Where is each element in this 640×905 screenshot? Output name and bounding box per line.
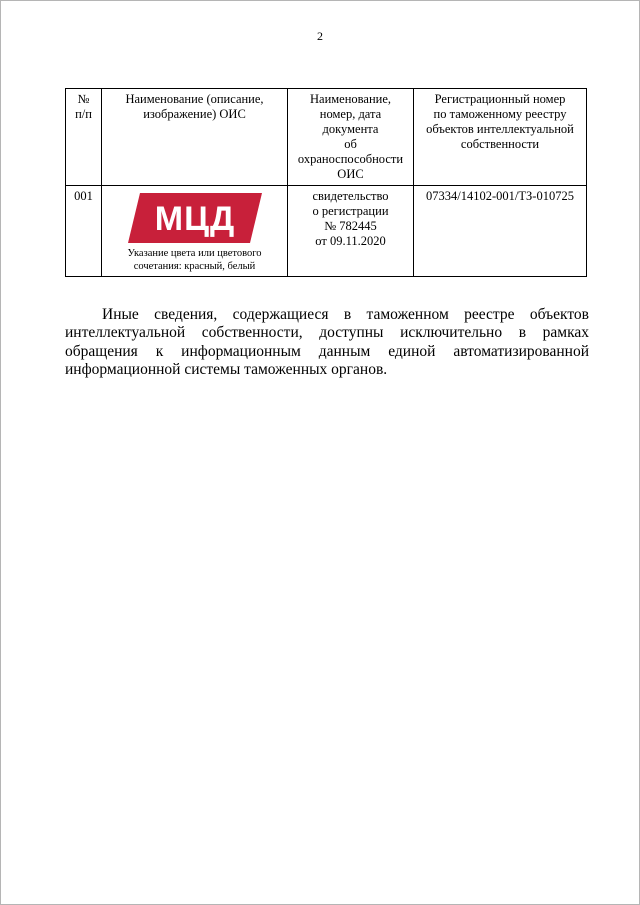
header-registration: Регистрационный номер по таможенному реестру объектов интеллектуальной собственности xyxy=(414,89,587,186)
header-name: Наименование (описание, изображение) ОИС xyxy=(102,89,288,186)
row-document: свидетельство о регистрации № 782445 от 09.11.2020 xyxy=(288,186,414,277)
header-document: Наименование, номер, дата документа об охраноспособности ОИС xyxy=(288,89,414,186)
table-header-row xyxy=(66,89,587,186)
registry-table xyxy=(65,88,587,277)
mcd-logo-image xyxy=(128,193,262,243)
row-number: 001 xyxy=(66,186,102,277)
row-registration-number: 07334/14102-001/ТЗ-010725 xyxy=(414,186,587,277)
row-trademark xyxy=(102,186,288,277)
header-number: № п/п xyxy=(66,89,102,186)
logo-text: МЦД xyxy=(154,200,235,238)
page-number: 2 xyxy=(317,29,323,43)
table-row xyxy=(66,186,587,277)
mcd-logo xyxy=(105,193,284,243)
color-caption: Указание цвета или цветового сочетания: красный, белый xyxy=(127,248,262,272)
info-paragraph: Иные сведения, содержащиеся в таможенном реестре объектов интеллектуальной собственности, доступны исключительно в рамках обращения к информационным данным единой автоматизированной информационной системы таможенных органов. xyxy=(65,305,589,378)
